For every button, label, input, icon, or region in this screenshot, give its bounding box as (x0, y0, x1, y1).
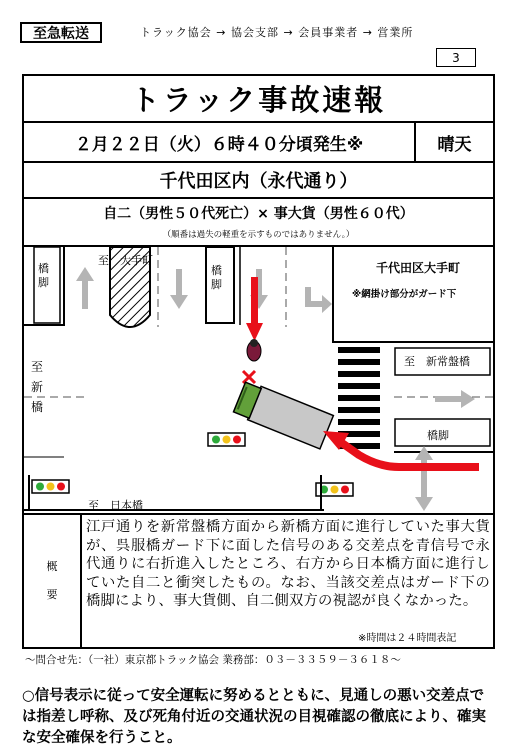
divider (80, 515, 82, 647)
contact-info: ～問合せ先：（一社）東京都トラック協会 業務部：０３－３３５９－３６１８～ (25, 654, 401, 666)
area-name: 千代田区大手町 (376, 261, 461, 275)
involved-parties: 自二（男性５０代死亡）× 事大貨（男性６０代） (103, 206, 414, 222)
bridge-pier-label: 橋脚 (211, 264, 222, 291)
truck-icon (233, 380, 334, 449)
girder-note: ※網掛け部分がガード下 (352, 289, 457, 300)
occurrence-datetime: ２月２２日（火）６時４０分頃発生※ (74, 134, 364, 155)
order-note: （順番は過失の軽重を示すものではありません。） (162, 230, 355, 240)
motorcycle-icon (247, 339, 261, 361)
bridge-pier-label: 橋脚 (38, 262, 49, 289)
to-otemachi-label: 至 大手町 (98, 254, 153, 267)
divider (24, 513, 493, 515)
to-shinbashi-char: 橋 (30, 400, 43, 414)
summary-text: 江戸通りを新常盤橋方面から新橋方面に進行していた事大貨が、呉服橋ガード下に面した信号のある交差点を青信号で永代通りに右折進入したところ、右方から日本橋方面に進行していた自二と衝突したもの。なお、当該交差点はガード下の橋脚により、事大貨側、自二側双方の視認が良くなかった。 (86, 519, 490, 609)
summary-label (24, 515, 80, 647)
to-nihonbashi-label: 至 日本橋 (88, 499, 143, 512)
traffic-light-icon (29, 475, 69, 510)
distribution-route: トラック協会 → 協会支部 → 会員事業者 → 営業所 (140, 26, 414, 39)
to-shintokiwabashi-label: 至 新常盤橋 (404, 355, 470, 368)
weather: 晴天 (437, 134, 472, 155)
to-shinbashi-char: 至 (30, 360, 43, 374)
collision-mark-icon (243, 371, 255, 383)
accident-location: 千代田区内（永代通り） (159, 171, 358, 192)
traffic-light-icon (316, 475, 353, 510)
summary-label-char: 要 (46, 588, 58, 601)
safety-advice: ○信号表示に従って安全運転に努めるとともに、見通しの悪い交差点では指差し呼称、及び死角付近の交通状況の目視確認の徹底により、確実な安全確保を行うこと。 (22, 688, 486, 746)
report-title: トラック事故速報 (130, 83, 387, 117)
summary-label-char: 概 (46, 560, 58, 573)
bridge-pier-label: 橋脚 (427, 429, 449, 442)
divider (24, 197, 493, 199)
to-shinbashi-char: 新 (30, 380, 43, 394)
traffic-light-icon (208, 433, 245, 446)
time-note: ※時間は２４時間表記 (358, 633, 457, 644)
to-shinbashi-label (27, 357, 47, 417)
urgent-forward-label: 至急転送 (20, 22, 102, 43)
page-number: 3 (436, 48, 476, 67)
